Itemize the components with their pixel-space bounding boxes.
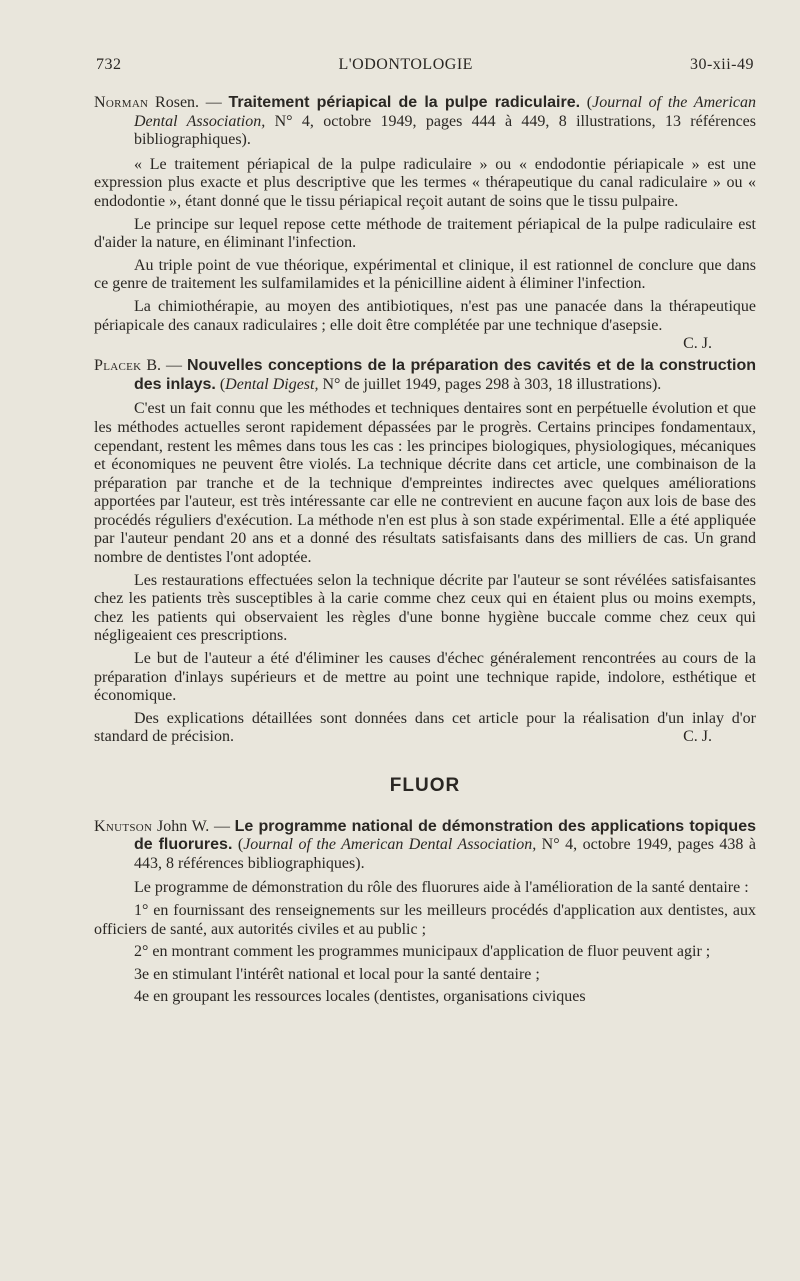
- page-body: [94, 94, 756, 1011]
- citation-dash: —: [209, 817, 235, 835]
- issue-date: 30-xii-49: [689, 56, 754, 73]
- list-item: 2° en montrant comment les programmes municipaux d'application de fluor peuvent agir ;: [134, 943, 711, 961]
- reference-details: N° 4, octobre 1949, pages 438 à 443, 8 références bibliographiques).: [134, 836, 757, 872]
- journal-name: Dental Digest,: [225, 375, 319, 393]
- signature: C. J.: [683, 335, 712, 353]
- paragraph: Le but de l'auteur a été d'éliminer les causes d'échec généralement rencontrées au cours de la préparation d'inlays supérieurs et de mettre au point une technique rapide, indolore, esthétique et économique.: [94, 650, 756, 705]
- signature: C. J.: [683, 728, 712, 746]
- paragraph-text: Des explications détaillées sont données dans cet article pour la réalisation d'un inlay d'or standard de précision.: [94, 709, 756, 746]
- reference-details: N° de juillet 1949, pages 298 à 303, 18 illustrations).: [318, 375, 662, 393]
- author-surname: Placek: [94, 357, 142, 375]
- author-given: John W.: [156, 817, 210, 835]
- author-given: Rosen.: [155, 94, 200, 111]
- article-citation: [94, 357, 756, 394]
- list-item: 1° en fournissant des renseignements sur les meilleurs procédés d'application aux dentistes, aux officiers de santé, aux autorités civiles et au public ;: [94, 901, 756, 938]
- journal-title: L'ODONTOLOGIE: [338, 56, 473, 73]
- paragraph-last: [94, 297, 756, 353]
- list-item: 4e en groupant les ressources locales (dentistes, organisations civiques: [134, 988, 586, 1006]
- article-title: Le programme national de démonstration des applications topiques de fluorures.: [134, 817, 757, 854]
- reference-details: N° 4, octobre 1949, pages 444 à 449, 8 illustrations, 13 références bibliographiques).: [134, 112, 757, 149]
- author-surname: Knutson: [94, 817, 153, 835]
- page-number: 732: [96, 56, 122, 73]
- paragraph: Les restaurations effectuées selon la technique décrite par l'auteur se sont révélées satisfaisantes chez les patients très susceptibles à la carie comme chez ceux qui en étaient plus ou moins exempts, chez les patients qui observaient les règles d'une bonne hygiène buccale comme chez ceux qui négligeaient ces prescriptions.: [94, 571, 756, 645]
- author-surname: Norman: [94, 94, 149, 111]
- section-heading: FLUOR: [389, 775, 461, 796]
- paragraph: C'est un fait connu que les méthodes et techniques dentaires sont en perpétuelle évolution et que les méthodes actuelles seront rapidement dépassées par le progrès. Certains principes fondamentaux, cependant, restent les mêmes dans tous les cas : les principes biologiques, physiologiques, mécaniques et économiques ne peuvent être violés. La technique décrite dans cet article, une combinaison de la préparation par tranche et de la technique d'empreintes indirectes avec quelques améliorations apportées par l'auteur, est très intéressante car elle ne contrevient en aucune façon aux lois de base des procédés réguliers d'exécution. La méthode n'en est plus à son stade expérimental. Elle a été appliquée par l'auteur pendant 20 ans et a donné des résultats satisfaisants dans des milliers de cas. Un grand nombre de dentistes l'ont adoptée.: [94, 400, 756, 567]
- article-citation: [94, 818, 756, 874]
- paragraph-text: La chimiothérapie, au moyen des antibiotiques, n'est pas une panacée dans la thérapeutique périapicale des canaux radiculaires ; elle doit être complétée par une technique d'asepsie.: [94, 297, 756, 334]
- author-given: B.: [146, 357, 162, 375]
- paragraph: Le programme de démonstration du rôle des fluorures aide à l'amélioration de la santé dentaire :: [134, 879, 749, 897]
- article-title: Traitement périapical de la pulpe radiculaire.: [228, 94, 581, 111]
- citation-dash: —: [161, 357, 187, 375]
- journal-name: Journal of the American Dental Association,: [134, 94, 757, 130]
- paragraph: « Le traitement périapical de la pulpe radiculaire » ou « endodontie périapicale » est une expression plus exacte et plus descriptive que les termes « thérapeutique du canal radiculaire » ou « endodontie », étant donné que le tissu périapical reçoit autant de soins que le tissu pulpaire.: [94, 155, 756, 210]
- article-citation: [94, 94, 756, 150]
- journal-name: Journal of the American Dental Association,: [243, 836, 537, 854]
- paragraph: Le principe sur lequel repose cette méthode de traitement périapical de la pulpe radiculaire est d'aider la nature, en éliminant l'infection.: [94, 215, 756, 252]
- running-header: [96, 56, 754, 74]
- citation-dash: —: [199, 94, 229, 111]
- reference-open: (: [232, 836, 244, 854]
- article-title: Nouvelles conceptions de la préparation des cavités et de la construction des inlays.: [134, 357, 757, 393]
- paragraph: Au triple point de vue théorique, expérimental et clinique, il est rationnel de conclure que dans ce genre de traitement les sulfamilamides et la pénicilline aident à éliminer l'infection.: [94, 256, 756, 293]
- reference-open: (: [580, 94, 593, 111]
- paragraph-last: [94, 710, 756, 747]
- list-item: 3e en stimulant l'intérêt national et local pour la santé dentaire ;: [134, 965, 540, 983]
- reference-open: (: [215, 375, 226, 393]
